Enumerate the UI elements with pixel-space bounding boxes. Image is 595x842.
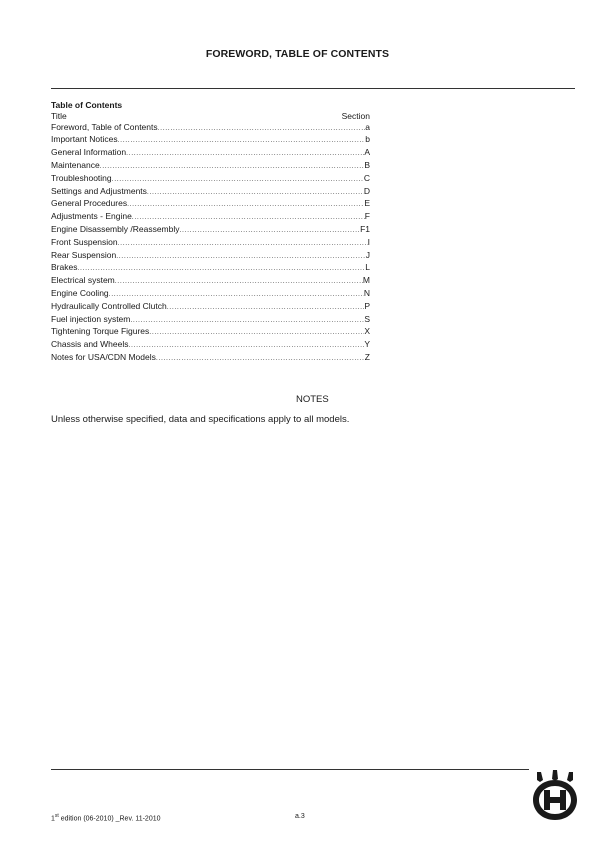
footer-edition bbox=[51, 813, 161, 822]
toc-row bbox=[51, 326, 370, 339]
edition-number: 1 bbox=[51, 815, 55, 823]
toc-row bbox=[51, 250, 370, 263]
toc-entry-section: a bbox=[365, 121, 370, 132]
toc-entry-section: J bbox=[365, 249, 370, 260]
toc-column-headers bbox=[51, 111, 370, 122]
toc-dot-leader bbox=[126, 149, 364, 160]
toc-dot-leader bbox=[132, 213, 365, 224]
toc-entry-title: General Procedures bbox=[51, 198, 128, 209]
toc-entry-title: Engine Disassembly /Reassembly bbox=[51, 223, 180, 234]
toc-entry-title: Hydraulically Controlled Clutch bbox=[51, 300, 167, 311]
toc-row bbox=[51, 262, 370, 275]
toc-entry-title: Rear Suspension bbox=[51, 249, 117, 260]
toc-dot-leader bbox=[77, 264, 365, 275]
table-of-contents bbox=[51, 100, 370, 365]
toc-entry-title: Settings and Adjustments bbox=[51, 185, 147, 196]
toc-entry-section: Y bbox=[364, 339, 370, 350]
toc-entry-title: Front Suspension bbox=[51, 236, 118, 247]
toc-dot-leader bbox=[156, 354, 365, 365]
toc-entry-title: Brakes bbox=[51, 262, 78, 273]
toc-entry-title: Fuel injection system bbox=[51, 313, 131, 324]
toc-dot-leader bbox=[127, 200, 364, 211]
toc-dot-leader bbox=[167, 303, 365, 314]
toc-row bbox=[51, 301, 370, 314]
toc-entry-section: P bbox=[364, 300, 370, 311]
toc-entry-title: Electrical system bbox=[51, 275, 115, 286]
toc-dot-leader bbox=[116, 252, 366, 263]
toc-dot-leader bbox=[112, 175, 364, 186]
toc-row bbox=[51, 224, 370, 237]
toc-entry-title: Foreword, Table of Contents bbox=[51, 121, 158, 132]
toc-entry-section: F1 bbox=[360, 223, 370, 234]
toc-entry-title: Troubleshooting bbox=[51, 172, 112, 183]
toc-entry-section: F bbox=[364, 211, 370, 222]
toc-entry-section: M bbox=[362, 275, 370, 286]
toc-dot-leader bbox=[158, 124, 366, 135]
toc-heading: Table of Contents bbox=[51, 100, 123, 110]
toc-entry-section: L bbox=[365, 262, 370, 273]
toc-row bbox=[51, 122, 370, 135]
edition-ordinal: st bbox=[54, 813, 59, 819]
toc-dot-leader bbox=[130, 316, 364, 327]
toc-row bbox=[51, 237, 370, 250]
husqvarna-crown-logo-icon bbox=[531, 770, 579, 820]
toc-col-title: Title bbox=[51, 110, 67, 121]
toc-row bbox=[51, 134, 370, 147]
toc-entry-title: Tightening Torque Figures bbox=[51, 326, 150, 337]
toc-dot-leader bbox=[109, 290, 364, 301]
toc-entry-section: b bbox=[365, 134, 370, 145]
toc-dot-leader bbox=[115, 277, 363, 288]
toc-dot-leader bbox=[128, 341, 364, 352]
toc-dot-leader bbox=[118, 136, 366, 147]
toc-row bbox=[51, 339, 370, 352]
toc-entry-section: E bbox=[364, 198, 370, 209]
toc-entry-title: General Information bbox=[51, 147, 127, 158]
toc-col-section: Section bbox=[341, 110, 370, 121]
toc-row bbox=[51, 173, 370, 186]
header-divider bbox=[51, 88, 575, 89]
toc-entry-section: S bbox=[364, 313, 370, 324]
toc-dot-leader bbox=[118, 236, 370, 250]
page-number: a.3 bbox=[295, 813, 305, 820]
toc-row bbox=[51, 352, 370, 365]
toc-row bbox=[51, 211, 370, 224]
toc-entry-title: Important Notices bbox=[51, 134, 118, 145]
toc-entry-section: D bbox=[363, 185, 370, 196]
toc-row bbox=[51, 160, 370, 173]
toc-entry-title: Engine Cooling bbox=[51, 287, 109, 298]
page-title: FOREWORD, TABLE OF CONTENTS bbox=[205, 48, 390, 60]
toc-entry-section: A bbox=[364, 147, 370, 158]
toc-dot-leader bbox=[100, 162, 365, 173]
toc-entry-title: Maintenance bbox=[51, 159, 100, 170]
toc-dot-leader bbox=[180, 226, 361, 237]
toc-entry-section: I bbox=[367, 236, 370, 247]
toc-row bbox=[51, 198, 370, 211]
notes-heading: NOTES bbox=[296, 394, 329, 405]
toc-row bbox=[51, 147, 370, 160]
toc-row bbox=[51, 314, 370, 327]
toc-rows bbox=[51, 122, 370, 365]
toc-entry-section: N bbox=[363, 287, 370, 298]
toc-entry-section: C bbox=[363, 172, 370, 183]
edition-text: edition (06-2010) _Rev. 11-2010 bbox=[58, 815, 161, 823]
footer-divider bbox=[51, 769, 529, 770]
notes-text: Unless otherwise specified, data and specifications apply to all models. bbox=[51, 414, 350, 425]
toc-dot-leader bbox=[149, 328, 364, 339]
toc-entry-section: Z bbox=[364, 351, 370, 362]
toc-row bbox=[51, 275, 370, 288]
toc-entry-section: X bbox=[364, 326, 370, 337]
toc-entry-title: Chassis and Wheels bbox=[51, 339, 129, 350]
toc-row bbox=[51, 288, 370, 301]
toc-dot-leader bbox=[147, 188, 364, 199]
toc-row bbox=[51, 186, 370, 199]
toc-entry-title: Notes for USA/CDN Models bbox=[51, 351, 156, 362]
toc-entry-section: B bbox=[364, 159, 370, 170]
toc-entry-title: Adjustments - Engine bbox=[51, 211, 132, 222]
